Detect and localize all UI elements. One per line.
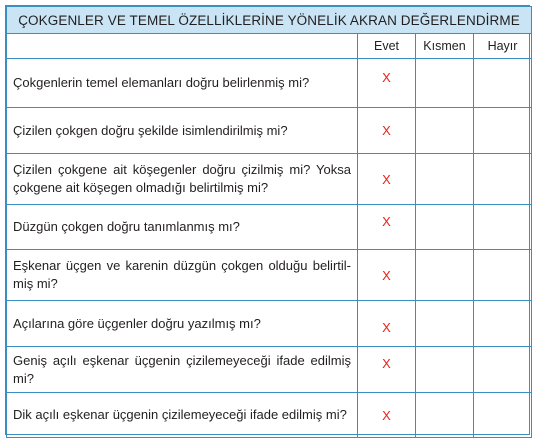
hayir-cell: [474, 205, 532, 250]
evet-cell: [358, 301, 416, 347]
evet-mark: X: [382, 267, 391, 283]
header-hayir: Hayır: [474, 34, 532, 59]
evet-cell: [358, 250, 416, 301]
table-row: [7, 301, 532, 347]
hayir-cell: [474, 154, 532, 205]
kismen-cell: [416, 347, 474, 393]
evet-mark: X: [382, 320, 391, 335]
evet-cell: [358, 154, 416, 205]
table-row: [7, 108, 532, 154]
evet-cell: [358, 108, 416, 154]
hayir-cell: [474, 59, 532, 108]
question-cell: Geniş açılı eşkenar üçgenin çizilemeyeceği ifade edilmiş mi?: [7, 347, 358, 393]
question-cell: Açılarına göre üçgenler doğru yazılmış mı?: [7, 301, 358, 347]
hayir-cell: [474, 393, 532, 438]
kismen-cell: [416, 154, 474, 205]
kismen-cell: [416, 205, 474, 250]
question-cell: Eşkenar üçgen ve karenin düzgün çokgen olduğu belirtil-miş mi?: [7, 250, 358, 301]
hayir-cell: [474, 250, 532, 301]
evet-cell: [358, 393, 416, 438]
evet-mark: X: [382, 69, 391, 85]
kismen-cell: [416, 59, 474, 108]
table-row: [7, 347, 532, 393]
hayir-cell: [474, 301, 532, 347]
peer-assessment-table: [6, 6, 532, 438]
table-row: [7, 250, 532, 301]
header-row: [7, 34, 532, 59]
peer-assessment-table-frame: [5, 5, 530, 435]
hayir-cell: [474, 347, 532, 393]
evet-mark: X: [382, 407, 391, 423]
kismen-cell: [416, 393, 474, 438]
kismen-cell: [416, 108, 474, 154]
table-title: ÇOKGENLER VE TEMEL ÖZELLİKLERİNE YÖNELİK AKRAN DEĞERLENDİRME: [7, 7, 532, 34]
evet-mark: X: [382, 171, 391, 187]
table-row: [7, 393, 532, 438]
question-cell: Düzgün çokgen doğru tanımlanmış mı?: [7, 205, 358, 250]
hayir-cell: [474, 108, 532, 154]
evet-mark: X: [382, 123, 391, 138]
header-kismen: Kısmen: [416, 34, 474, 59]
evet-cell: [358, 347, 416, 393]
evet-cell: [358, 205, 416, 250]
table-row: [7, 154, 532, 205]
header-question: [7, 34, 358, 59]
question-cell: Dik açılı eşkenar üçgenin çizilemeyeceği ifade edilmiş mi?: [7, 393, 358, 438]
question-cell: Çizilen çokgene ait köşegenler doğru çizilmiş mi? Yoksa çokgene ait köşegen olmadığı belirtilmiş mi?: [7, 154, 358, 205]
header-evet: Evet: [358, 34, 416, 59]
evet-mark: X: [382, 356, 391, 371]
evet-mark: X: [382, 213, 391, 229]
question-cell: Çokgenlerin temel elemanları doğru belirlenmiş mi?: [7, 59, 358, 108]
kismen-cell: [416, 301, 474, 347]
table-row: [7, 59, 532, 108]
kismen-cell: [416, 250, 474, 301]
table-row: [7, 205, 532, 250]
evet-cell: [358, 59, 416, 108]
question-cell: Çizilen çokgen doğru şekilde isimlendirilmiş mi?: [7, 108, 358, 154]
